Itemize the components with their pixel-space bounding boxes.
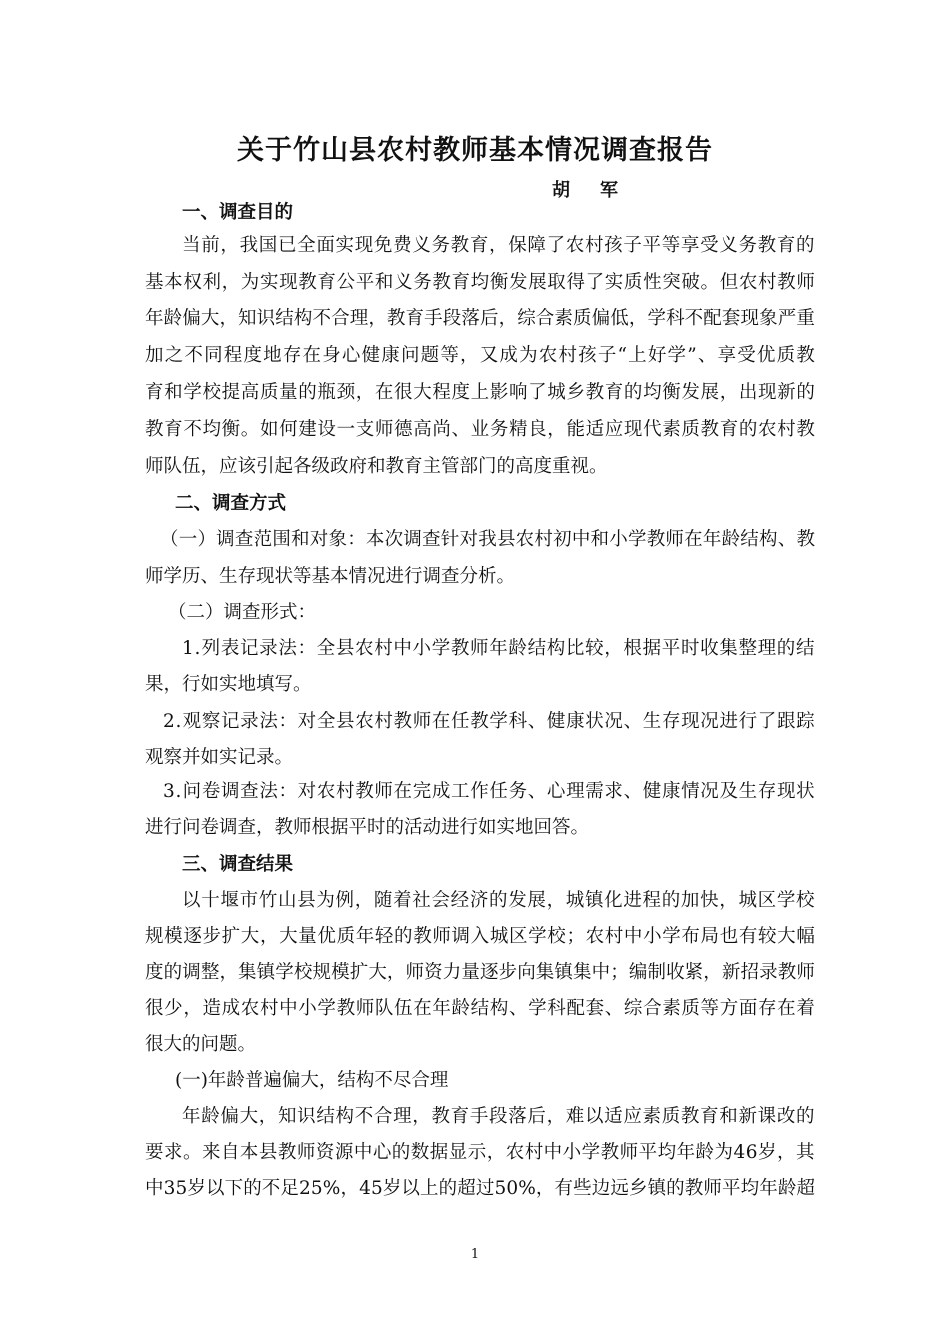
section-heading-purpose: 一、调查目的 bbox=[182, 202, 294, 223]
paragraph-line: 育 和 学 校 提 高 质 量 的 瓶 颈 ， 在 很 大 程 度 上 影 响 了 城 乡 教 育 的 均 衡 发 展 ， 出 现 新 的 bbox=[145, 382, 815, 403]
section-heading-method: 二、调查方式 bbox=[175, 493, 287, 514]
paragraph-line: 当 前 ， 我 国 已 全 面 实 现 免 费 义 务 教 育 ， 保 障 了 农 村 孩 子 平 等 享 受 义 务 教 育 的 bbox=[182, 235, 815, 256]
paragraph-line: 要 求 。 来 自 本 县 教 师 资 源 中 心 的 数 据 显 示 ， 农 村 中 小 学 教 师 平 均 年 龄 为 4 6 岁 ， 其 bbox=[145, 1142, 815, 1163]
paragraph-line: 加 之 不 同 程 度 地 存 在 身 心 健 康 问 题 等 ， 又 成 为 农 村 孩 子 “ 上 好 学 ” 、 享 受 优 质 教 bbox=[145, 345, 815, 366]
subsection-heading-age: (一)年龄普遍偏大，结构不尽合理 bbox=[175, 1070, 449, 1091]
author-name: 胡军 bbox=[552, 180, 648, 201]
paragraph-line: 师队伍，应该引起各级政府和教育主管部门的高度重视。 bbox=[145, 456, 608, 477]
paragraph-line: 度 的 调 整 ， 集 镇 学 校 规 模 扩 大 ， 师 资 力 量 逐 步 向 集 镇 集 中 ； 编 制 收 紧 ， 新 招 录 教 师 bbox=[145, 962, 815, 983]
paragraph-line: 果，行如实地填写。 bbox=[145, 674, 312, 695]
paragraph-line: （ 一 ） 调 查 范 围 和 对 象 ： 本 次 调 查 针 对 我 县 农 村 初 中 和 小 学 教 师 在 年 龄 结 构 、 教 bbox=[160, 529, 815, 550]
paragraph-line: 很 少 ， 造 成 农 村 中 小 学 教 师 队 伍 在 年 龄 结 构 、 学 科 配 套 、 综 合 素 质 等 方 面 存 在 着 bbox=[145, 998, 815, 1019]
paragraph-line: 2 . 观 察 记 录 法 ： 对 全 县 农 村 教 师 在 任 教 学 科 、 健 康 状 况 、 生 存 现 况 进 行 了 跟 踪 bbox=[163, 711, 815, 732]
subsection-heading-form: （二）调查形式： bbox=[168, 602, 317, 623]
paragraph-line: 师学历、生存现状等基本情况进行调查分析。 bbox=[145, 566, 516, 587]
paragraph-line: 中 3 5 岁 以 下 的 不 足 2 5 % ， 4 5 岁 以 上 的 超 过 5 0 % ， 有 些 边 远 乡 镇 的 教 师 平 均 年 龄 超 bbox=[145, 1178, 815, 1199]
paragraph-line: 以 十 堰 市 竹 山 县 为 例 ， 随 着 社 会 经 济 的 发 展 ， 城 镇 化 进 程 的 加 快 ， 城 区 学 校 bbox=[182, 890, 815, 911]
paragraph-line: 教 育 不 均 衡 。 如 何 建 设 一 支 师 德 高 尚 、 业 务 精 良 ， 能 适 应 现 代 素 质 教 育 的 农 村 教 bbox=[145, 419, 815, 440]
paragraph-line: 基 本 权 利 ， 为 实 现 教 育 公 平 和 义 务 教 育 均 衡 发 展 取 得 了 实 质 性 突 破 。 但 农 村 教 师 bbox=[145, 272, 815, 293]
page-number: 1 bbox=[470, 1247, 480, 1262]
paragraph-line: 年 龄 偏 大 ， 知 识 结 构 不 合 理 ， 教 育 手 段 落 后 ， 综 合 素 质 偏 低 ， 学 科 不 配 套 现 象 严 重 bbox=[145, 308, 815, 329]
paragraph-line: 年 龄 偏 大 ， 知 识 结 构 不 合 理 ， 教 育 手 段 落 后 ， 难 以 适 应 素 质 教 育 和 新 课 改 的 bbox=[182, 1106, 815, 1127]
paragraph-line: 观察并如实记录。 bbox=[145, 747, 294, 768]
paragraph-line: 很大的问题。 bbox=[145, 1034, 257, 1055]
paragraph-line: 1 . 列 表 记 录 法 ： 全 县 农 村 中 小 学 教 师 年 龄 结 构 比 较 ， 根 据 平 时 收 集 整 理 的 结 bbox=[182, 638, 815, 659]
document-title: 关于竹山县农村教师基本情况调查报告 bbox=[237, 135, 713, 166]
paragraph-line: 3 . 问 卷 调 查 法 ： 对 农 村 教 师 在 完 成 工 作 任 务 、 心 理 需 求 、 健 康 情 况 及 生 存 现 状 bbox=[163, 781, 815, 802]
paragraph-line: 进行问卷调查，教师根据平时的活动进行如实地回答。 bbox=[145, 817, 590, 838]
paragraph-line: 规 模 逐 步 扩 大 ， 大 量 优 质 年 轻 的 教 师 调 入 城 区 学 校 ； 农 村 中 小 学 布 局 也 有 较 大 幅 bbox=[145, 926, 815, 947]
section-heading-results: 三、调查结果 bbox=[182, 854, 294, 875]
